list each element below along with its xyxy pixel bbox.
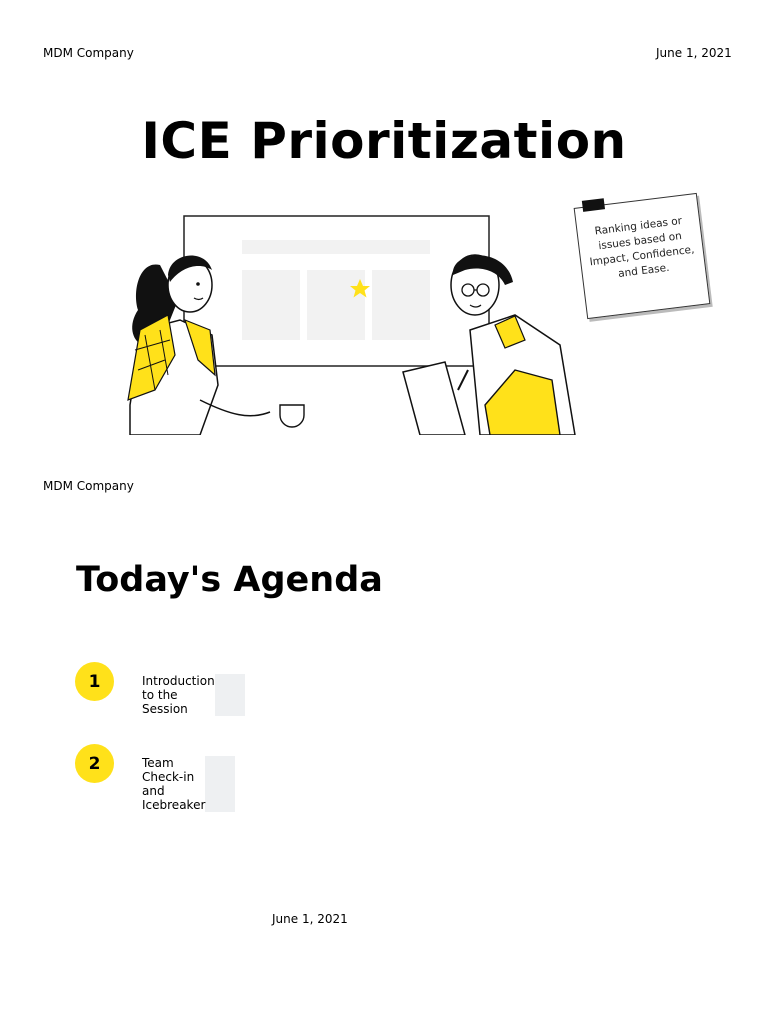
meeting-illustration <box>120 190 590 435</box>
sticky-note <box>574 193 711 319</box>
page-title: ICE Prioritization <box>141 112 627 170</box>
board-header-block <box>242 240 430 254</box>
header-date: June 1, 2021 <box>656 46 732 60</box>
header-company: MDM Company <box>43 46 134 60</box>
agenda-item-label: Team Check-in and Icebreaker <box>142 756 235 812</box>
section-company: MDM Company <box>43 479 134 493</box>
board-card-1 <box>242 270 300 340</box>
sticky-note-text: Ranking ideas or issues based on Impact, Confidence, and Ease. <box>588 214 696 280</box>
tape-strip <box>582 198 605 212</box>
footer-date: June 1, 2021 <box>272 912 348 926</box>
board-card-3 <box>372 270 430 340</box>
agenda-item-label: Introduction to the Session <box>142 674 245 716</box>
board-card-2 <box>307 270 365 340</box>
agenda-number-badge: 1 <box>75 662 114 701</box>
tablet-icon <box>403 362 465 435</box>
agenda-title: Today's Agenda <box>76 560 383 600</box>
coffee-cup-icon <box>280 405 304 427</box>
agenda-number-badge: 2 <box>75 744 114 783</box>
